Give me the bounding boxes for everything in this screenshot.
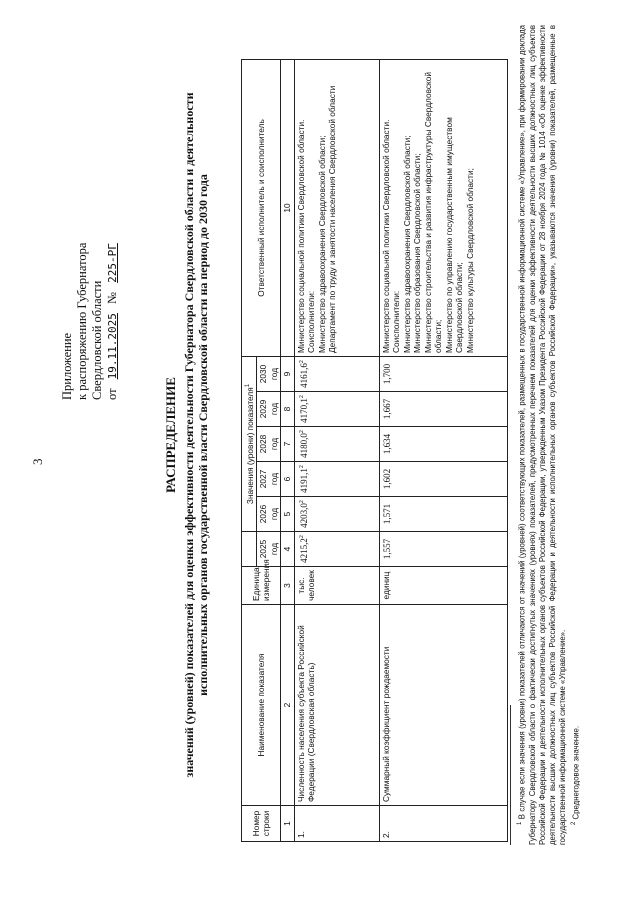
from-label: от xyxy=(105,388,119,400)
header-empty xyxy=(242,532,257,567)
footnote xyxy=(515,25,569,845)
value: 4215,2 xyxy=(298,538,309,563)
value: 4161,6 xyxy=(298,363,309,388)
header-values-group xyxy=(242,356,257,531)
column-number: 3 xyxy=(281,567,295,605)
column-number: 10 xyxy=(281,59,295,356)
column-number: 4 xyxy=(281,532,295,567)
column-number: 2 xyxy=(281,605,295,806)
footnote-ref: 2 xyxy=(298,535,305,539)
responsible-line: Министерство здравоохранения Свердловской области; xyxy=(316,135,327,353)
footnotes xyxy=(510,25,581,845)
unit: единиц xyxy=(379,567,507,605)
responsible-line: Соисполнители: xyxy=(306,290,317,353)
value-cell xyxy=(294,462,379,497)
footnote-mark: 1 xyxy=(517,821,523,825)
table-row xyxy=(379,59,507,841)
document-title xyxy=(164,5,210,865)
header-year: 2030 год xyxy=(257,356,281,391)
header-year: 2028 год xyxy=(257,427,281,462)
responsible-line: Министерство здравоохранения Свердловской области; xyxy=(401,135,412,353)
header-unit: Единица измерения xyxy=(242,567,281,605)
responsible-cell xyxy=(379,59,507,356)
column-number: 6 xyxy=(281,462,295,497)
page-number: 3 xyxy=(30,458,45,465)
column-number: 1 xyxy=(281,806,295,842)
footnote-ref: 1 xyxy=(245,383,251,388)
footnote-divider xyxy=(510,705,511,845)
footnote xyxy=(569,25,582,845)
value: 4191,1 xyxy=(298,468,309,493)
header-row-number: Номер строки xyxy=(242,806,281,842)
value-cell: 1,634 xyxy=(379,427,507,462)
appendix-date-line xyxy=(105,237,120,400)
header-responsible: Ответственный исполнитель и соисполнитель xyxy=(242,59,281,356)
column-number: 8 xyxy=(281,392,295,427)
responsible-line: Министерство культуры Свердловской области; xyxy=(464,168,475,353)
header-year: 2029 год xyxy=(257,392,281,427)
footnote-ref: 2 xyxy=(298,360,305,364)
responsible-line: Соисполнители: xyxy=(391,290,402,353)
value: 4170,1 xyxy=(298,398,309,423)
appendix-line: Свердловской области xyxy=(90,280,104,400)
responsible-line: Министерство строительства и развития инфраструктуры Свердловской области; xyxy=(422,71,444,353)
responsible-line: Министерство социальной политики Свердловской области. xyxy=(380,119,391,353)
value-cell: 1,602 xyxy=(379,462,507,497)
value-cell: 1,700 xyxy=(379,356,507,391)
value-cell xyxy=(294,392,379,427)
value-cell xyxy=(294,497,379,532)
value-cell xyxy=(294,532,379,567)
value-cell xyxy=(294,427,379,462)
header-indicator: Наименование показателя xyxy=(242,605,281,806)
responsible-line: Департамент по труду и занятости населения Свердловской области xyxy=(327,85,338,353)
order-number: 225-РГ xyxy=(106,243,119,283)
row-number: 2. xyxy=(379,806,507,842)
column-numbers-row xyxy=(281,59,295,841)
column-number: 9 xyxy=(281,356,295,391)
footnote-mark: 2 xyxy=(570,821,577,825)
value-cell: 1,571 xyxy=(379,497,507,532)
footnote-text: В случае если значения (уровни) показателей отличаются от значений (уровней) соответствующих показателей, размещенных в государственной информационной системе «Управление», при формировании доклада Губернатору Свердловской области о фактически достигнутых значениях (уровнях) показателей, предусмотренных перечнем показателей для оценки эффективности деятельности высших должностных лиц субъектов Российской Федерации и деятельности исполнительных органов субъектов Российской Федерации, утвержденным Указом Президента Российской Федерации от 28 ноября 2024 года № 1014 «Об оценке эффективности деятельности высших должностных лиц субъектов Российской Федерации и деятельности исполнительных органов субъектов Российской Федерации», указываются значения (уровни) показателей, размещенные в государственной информационной системе «Управление». xyxy=(517,24,568,845)
values-group-label: Значения (уровни) показателя xyxy=(244,387,255,505)
number-label: № xyxy=(105,292,119,304)
header-year: 2025 год xyxy=(257,532,281,567)
table-row xyxy=(294,59,379,841)
footnote-ref: 2 xyxy=(298,465,305,469)
header-year: 2027 год xyxy=(257,462,281,497)
title-heading: РАСПРЕДЕЛЕНИЕ xyxy=(163,377,178,493)
appendix-block xyxy=(60,237,120,400)
footnote-ref: 2 xyxy=(298,500,305,504)
column-number: 5 xyxy=(281,497,295,532)
value: 4180,0 xyxy=(298,433,309,458)
footnote-text: Среднегодовое значение. xyxy=(571,725,581,820)
responsible-line: Министерство социальной политики Свердловской области. xyxy=(295,119,306,353)
value-cell: 1,557 xyxy=(379,532,507,567)
header-year: 2026 год xyxy=(257,497,281,532)
appendix-line: к распоряжению Губернатора xyxy=(75,242,89,400)
indicators-table xyxy=(241,59,508,842)
unit: тыс. человек xyxy=(294,567,379,605)
indicator-name: Суммарный коэффициент рождаемости xyxy=(379,605,507,806)
appendix-line: Приложение xyxy=(60,332,74,400)
indicator-name: Численность населения субъекта Российской Федерации (Свердловская область) xyxy=(294,605,379,806)
row-number: 1. xyxy=(294,806,379,842)
responsible-line: Министерство по управлению государственным имуществом Свердловской области; xyxy=(443,117,465,353)
footnote-ref: 2 xyxy=(298,430,305,434)
value-cell xyxy=(294,356,379,391)
value: 4203,0 xyxy=(298,503,309,528)
footnote-ref: 2 xyxy=(298,395,305,399)
responsible-cell xyxy=(294,59,379,356)
column-number: 7 xyxy=(281,427,295,462)
title-line: значений (уровней) показателей для оценки эффективности деятельности Губернатора Свердловской области и деятельности xyxy=(182,92,196,778)
value-cell: 1,667 xyxy=(379,392,507,427)
responsible-line: Министерство образования Свердловской области; xyxy=(412,153,423,353)
title-line: исполнительных органов государственной власти Свердловской области на период до 2030 года xyxy=(196,174,210,696)
order-date: 19.11.2025 xyxy=(106,313,119,380)
